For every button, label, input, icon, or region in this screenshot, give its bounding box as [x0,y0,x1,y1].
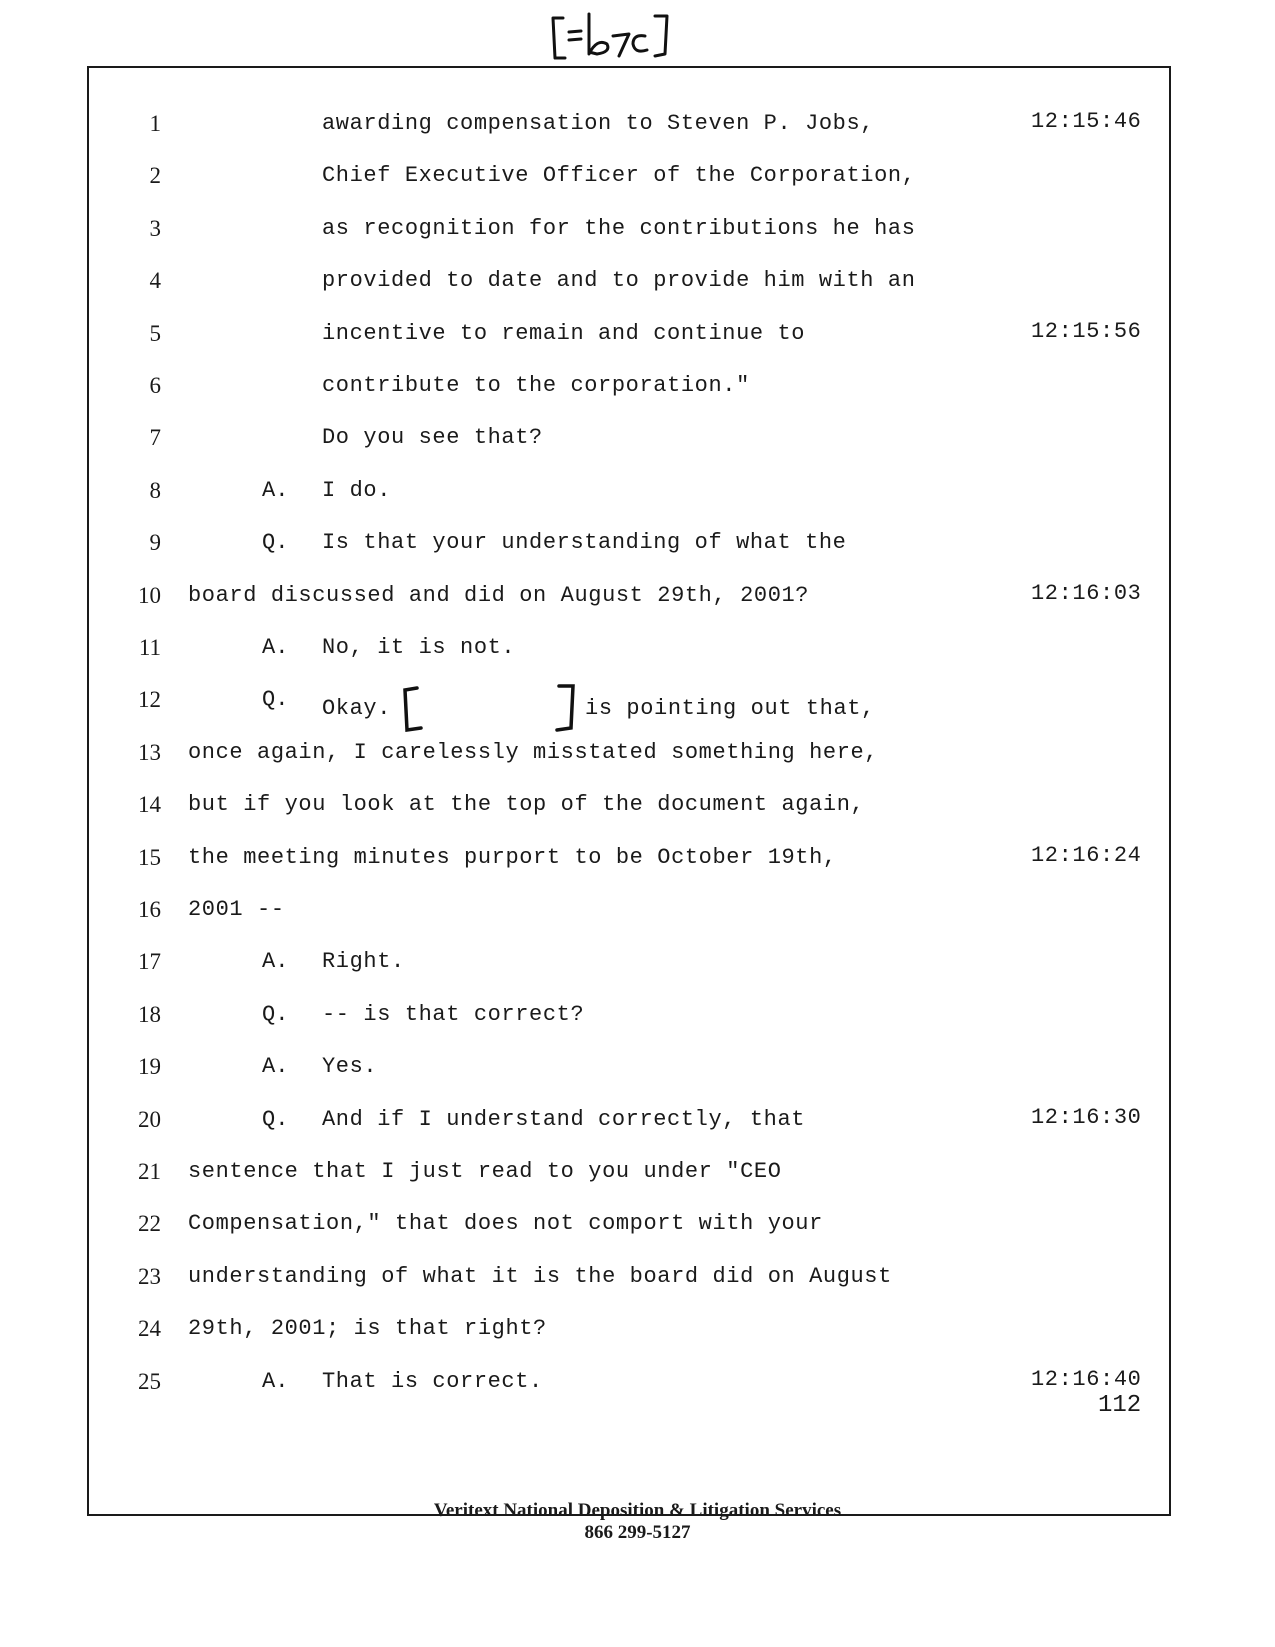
transcript-line [89,1257,1169,1297]
transcript-line [89,1204,1169,1244]
line-number: 16 [138,897,161,922]
line-text: Yes. [322,1054,378,1080]
transcript-line [89,628,1169,668]
speaker-label: Q. [262,1001,289,1027]
line-text: but if you look at the top of the document again, [188,792,865,818]
transcript-line [89,523,1169,563]
speaker-label: A. [262,949,289,975]
line-text: sentence that I just read to you under "CEO [188,1159,782,1184]
handwritten-redaction-code-drawing [545,8,675,64]
transcript-line [89,418,1169,458]
transcript-line [89,1152,1169,1192]
transcript-line [89,733,1169,773]
transcript-line [89,314,1169,354]
line-text: Chief Executive Officer of the Corporation, [322,163,916,189]
transcript-line [89,366,1169,406]
line-text: And if I understand correctly, that [322,1106,806,1132]
line-text: as recognition for the contributions he has [322,215,916,241]
line-text: the meeting minutes purport to be October 19th, [188,844,837,870]
timestamp: 12:15:46 [1031,109,1142,134]
line-text: awarding compensation to Steven P. Jobs, [322,111,875,136]
transcript-line [89,1100,1169,1140]
line-number: 20 [138,1106,161,1132]
transcript-line [89,1047,1169,1087]
timestamp: 12:15:56 [1031,318,1142,344]
line-number: 6 [149,373,161,398]
transcript-line [89,156,1169,196]
speaker-label: A. [262,1054,289,1080]
transcript-line [89,680,1169,720]
page-number: 112 [1098,1392,1142,1419]
line-number: 9 [149,530,161,556]
transcript-line [89,576,1169,616]
line-number: 5 [149,320,161,346]
transcript-line [89,890,1169,930]
line-text: Do you see that? [322,425,543,451]
line-text: That is correct. [322,1368,543,1394]
line-number: 3 [149,215,161,241]
timestamp: 12:16:30 [1031,1104,1142,1130]
line-number: 25 [138,1368,161,1394]
line-text: 29th, 2001; is that right? [188,1316,547,1342]
line-number: 19 [138,1054,161,1080]
line-number: 7 [149,425,161,451]
speaker-label: A. [262,1368,289,1394]
line-number: 12 [138,687,161,713]
speaker-label: Q. [262,687,289,713]
line-number: 14 [138,792,161,818]
line-text [322,688,875,734]
line-number: 22 [138,1211,161,1237]
line-text-before-redaction: Okay. [322,696,392,722]
line-number: 15 [138,844,161,870]
line-number: 1 [149,111,161,136]
line-text: Compensation," that does not comport with your [188,1211,823,1237]
line-text: 2001 -- [188,897,285,922]
line-text: incentive to remain and continue to [322,320,806,346]
line-number: 18 [138,1001,161,1027]
transcript-line [89,1309,1169,1349]
timestamp: 12:16:24 [1031,842,1142,868]
speaker-label: Q. [262,530,289,556]
transcript-line [89,995,1169,1035]
line-text: provided to date and to provide him with an [322,268,916,294]
line-number: 13 [138,739,161,765]
line-number: 2 [149,163,161,189]
transcript-line [89,104,1169,144]
footer-phone: 866 299-5127 [584,1522,691,1543]
speaker-label: A. [262,477,289,503]
line-number: 21 [138,1159,161,1184]
line-number: 8 [149,477,161,503]
line-text: Right. [322,949,405,975]
line-text: I do. [322,477,392,503]
transcript-line [89,785,1169,825]
line-text: Is that your understanding of what the [322,530,847,556]
line-text: contribute to the corporation." [322,373,750,398]
line-number: 4 [149,268,161,294]
line-number: 10 [138,582,161,608]
line-number: 17 [138,949,161,975]
footer-company: Veritext National Deposition & Litigation Services [433,1500,842,1521]
line-number: 11 [138,635,161,660]
timestamp: 12:16:03 [1031,580,1142,606]
speaker-label: A. [262,635,289,660]
line-text-after-redaction: is pointing out that, [585,696,875,722]
transcript-line [89,471,1169,511]
line-text: board discussed and did on August 29th, 2001? [188,582,810,608]
line-number: 23 [138,1263,161,1289]
transcript-line [89,261,1169,301]
line-text: -- is that correct? [322,1001,585,1027]
redaction-bracket [391,688,585,734]
handwritten-redaction-code [545,8,675,64]
transcript-line [89,209,1169,249]
line-text: understanding of what it is the board did on August [188,1263,892,1289]
line-number: 24 [138,1316,161,1342]
transcript-line [89,1362,1169,1402]
line-text: once again, I carelessly misstated something here, [188,739,879,765]
transcript-line [89,838,1169,878]
timestamp: 12:16:40 [1031,1366,1142,1392]
line-text: No, it is not. [322,635,516,660]
speaker-label: Q. [262,1106,289,1132]
transcript-line [89,942,1169,982]
transcript-page-frame [87,66,1171,1516]
